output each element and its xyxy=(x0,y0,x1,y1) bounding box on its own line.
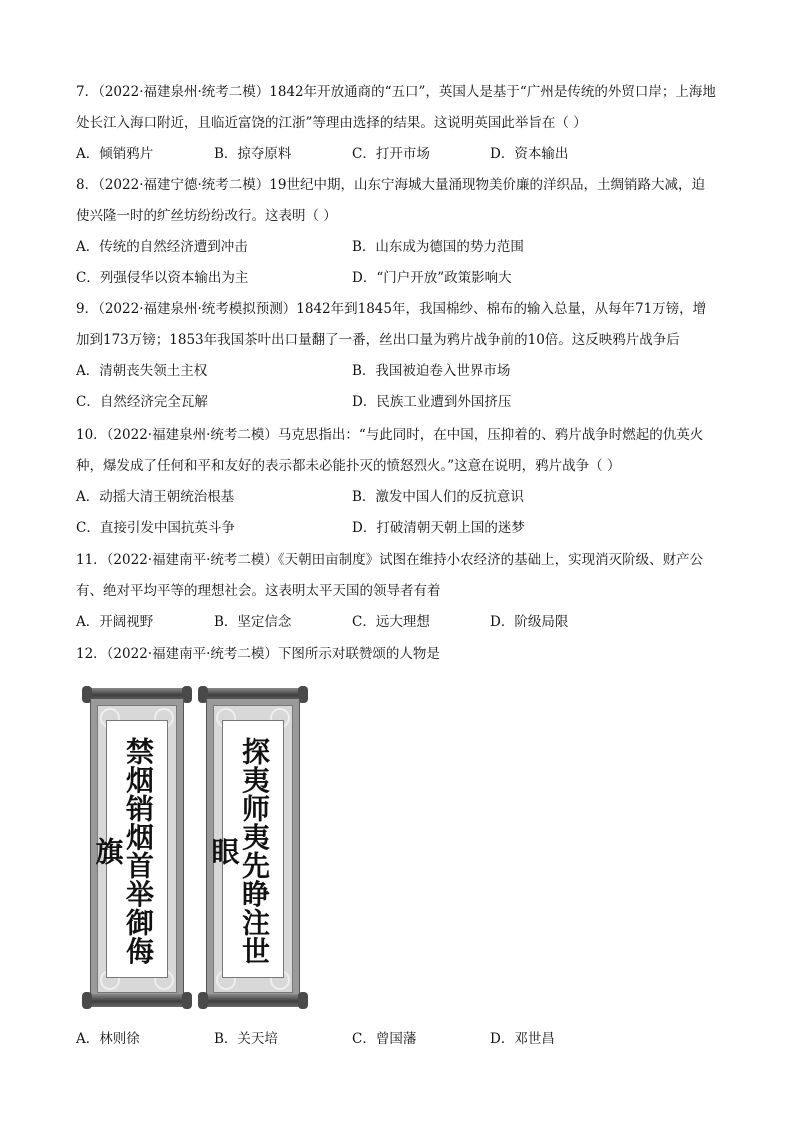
q10-option-b: B．激发中国人们的反抗意识 xyxy=(352,489,524,505)
right-scroll-border xyxy=(207,705,293,993)
question-12-line-1: 12．（2022·福建南平·统考二模）下图所示对联赞颂的人物是 xyxy=(76,646,440,662)
question-11-line-1: 11．（2022·福建南平·统考二模）《天朝田亩制度》试图在维持小农经济的基础上，实现消灭阶级、财产公 xyxy=(76,552,704,568)
question-7-line-1: 7．（2022·福建泉州·统考二模）1842年开放通商的“五口”，英国人是基于“广州是传统的外贸口岸；上海地 xyxy=(76,84,716,100)
right-scroll-frame xyxy=(206,698,300,1000)
couplet-figure xyxy=(82,686,312,1011)
question-10-line-2: 种，爆发成了任何和平和友好的表示都未必能扑灭的愤怒烈火。”这意在说明，鸦片战争（ ） xyxy=(76,458,621,474)
question-8-line-2: 使兴隆一时的纩丝坊纷纷改行。这表明（ ） xyxy=(76,208,337,224)
q10-option-a: A．动摇大清王朝统治根基 xyxy=(76,489,235,505)
question-11-line-2: 有、绝对平均平等的理想社会。这表明太平天国的领导者有着 xyxy=(76,583,441,599)
q11-option-b: B．坚定信念 xyxy=(214,614,292,630)
q7-option-c: C．打开市场 xyxy=(352,146,430,162)
q9-option-d: D．民族工业遭到外国挤压 xyxy=(352,394,512,410)
question-9-line-1: 9．（2022·福建泉州·统考模拟预测）1842年到1845年，我国棉纱、棉布的输入总量，从每年71万镑，增 xyxy=(76,301,707,317)
q12-option-c: C．曾国藩 xyxy=(352,1031,417,1047)
q12-option-b: B．关天培 xyxy=(214,1031,278,1047)
question-9-line-2: 加到173万镑；1853年我国茶叶出口量翻了一番，丝出口量为鸦片战争前的10倍。这反映鸦片战争后 xyxy=(76,332,680,348)
left-scroll xyxy=(82,686,192,1011)
q9-option-b: B．我国被迫卷入世界市场 xyxy=(352,363,511,379)
q7-option-a: A．倾销鸦片 xyxy=(76,146,154,162)
couplet-left-text: 禁烟销烟首举御侮旗 xyxy=(91,737,155,965)
q10-option-c: C．直接引发中国抗英斗争 xyxy=(76,520,235,536)
question-8-line-1: 8．（2022·福建宁德·统考二模）19世纪中期，山东宁海城大量涌现物美价廉的洋织品，土绸销路大减，迫 xyxy=(76,177,705,193)
q8-option-d: D．“门户开放”政策影响大 xyxy=(352,270,512,286)
right-scroll-bottom-rod xyxy=(202,994,304,1007)
q10-option-d: D．打破清朝天朝上国的迷梦 xyxy=(352,520,525,536)
q8-option-a: A．传统的自然经济遭到冲击 xyxy=(76,239,248,255)
q7-option-d: D．资本输出 xyxy=(490,146,569,162)
q7-option-b: B．掠夺原料 xyxy=(214,146,292,162)
right-scroll-paper xyxy=(207,720,284,978)
q12-option-d: D．邓世昌 xyxy=(490,1031,555,1047)
q9-option-c: C．自然经济完全瓦解 xyxy=(76,394,208,410)
left-scroll-frame xyxy=(90,698,184,1000)
left-scroll-border xyxy=(91,705,177,993)
q12-option-a: A．林则徐 xyxy=(76,1031,140,1047)
q8-option-c: C．列强侵华以资本输出为主 xyxy=(76,270,249,286)
left-scroll-bottom-rod xyxy=(86,994,188,1007)
q11-option-c: C．远大理想 xyxy=(352,614,430,630)
left-scroll-paper xyxy=(91,720,168,978)
question-7-line-2: 处长江入海口附近，且临近富饶的江浙”等理由选择的结果。这说明英国此举旨在（ ） xyxy=(76,115,587,131)
q11-option-a: A．开阔视野 xyxy=(76,614,154,630)
q11-option-d: D．阶级局限 xyxy=(490,614,569,630)
q8-option-b: B．山东成为德国的势力范围 xyxy=(352,239,524,255)
right-scroll xyxy=(198,686,308,1011)
question-10-line-1: 10．（2022·福建泉州·统考二模）马克思指出：“与此同时，在中国，压抑着的、鸦片战争时燃起的仇英火 xyxy=(76,427,704,443)
q9-option-a: A．清朝丧失领土主权 xyxy=(76,363,208,379)
couplet-right-text: 探夷师夷先睁注世眼 xyxy=(207,737,271,965)
